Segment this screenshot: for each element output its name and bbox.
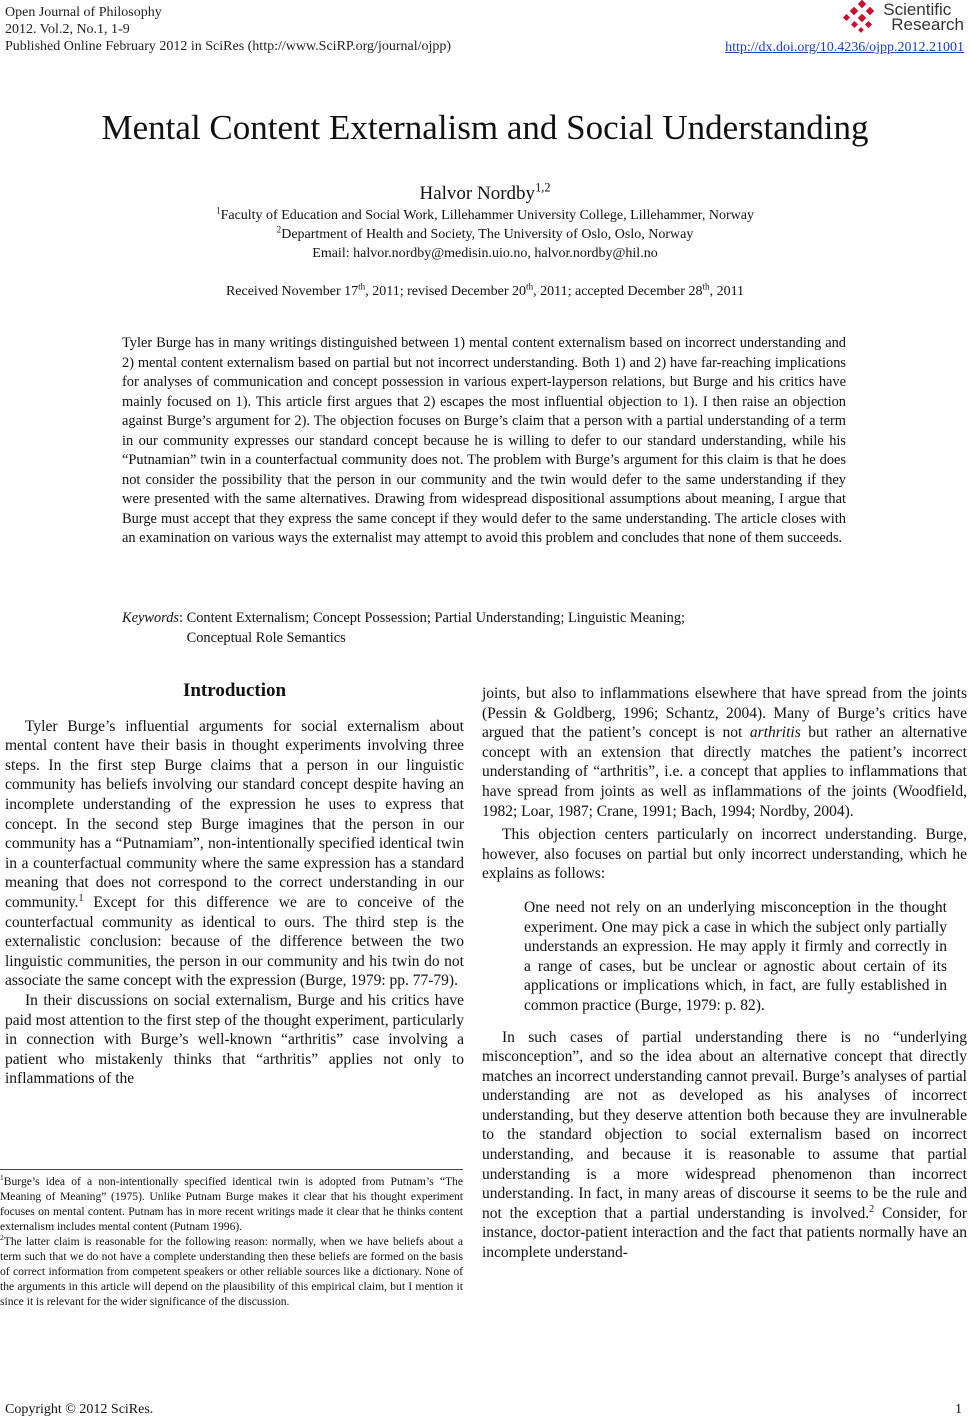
date-suffix: th [358, 281, 366, 292]
paper-title: Mental Content Externalism and Social Understanding [101, 108, 869, 147]
submission-dates [0, 282, 970, 301]
author-affiliation-marks: 1,2 [535, 180, 551, 195]
footnote-1 [0, 1174, 463, 1234]
received-date: Received November 17 [225, 284, 359, 299]
date-suffix: th [702, 281, 710, 292]
logo-wordmark [883, 2, 964, 32]
publication-note: Published Online February 2012 in SciRes (http://www.SciRP.org/journal/ojpp) [5, 39, 452, 54]
keywords-colon: : [179, 610, 187, 626]
accepted-date: , 2011; accepted December 28 [533, 284, 703, 299]
keywords-label: Keywords [122, 610, 180, 626]
copyright: Copyright © 2012 SciRes. [5, 1402, 154, 1417]
date-year: , 2011 [709, 284, 745, 299]
logo-line2: Research [891, 15, 964, 34]
author-email: Email: halvor.nordby@medisin.uio.no, halvor.nordby@hil.no [312, 246, 658, 261]
paragraph-text: but rather an alternative concept with an extension that directly matches the patient’s incorrect understanding of “arthritis”, i.e. a concept that applies to inflammations that have spread from joints as well as inflammations of the joints (Woodfield, 1982; Loar, 1987; Crane, 1991; Bach, 1994; Nordby, 2004). [482, 724, 967, 820]
paragraph-text: Except for this difference we are to conceive of the counterfactual community as identical to ours. The third step is the externalistic conclusion: because of the difference between the two linguistic communities, the person in our community and his twin do not associate the same concept with the expression (Burge, 1979: pp. 77-79). [5, 893, 464, 990]
page-number: 1 [955, 1402, 962, 1417]
paragraph [5, 717, 464, 991]
revised-date: , 2011; revised December 20 [365, 284, 527, 299]
affiliation-1-text: Faculty of Education and Social Work, Lillehammer University College, Lillehammer, Norway [220, 208, 754, 223]
footnote-1-mark: 1 [0, 1173, 4, 1183]
doi-link[interactable]: http://dx.doi.org/10.4236/ojpp.2012.21001 [725, 40, 964, 55]
footnote-1-text: Burge’s idea of a non-intentionally specified identical twin is adopted from Putnam’s “The Meaning of Meaning” (1975). Unlike Putnam Burge makes it clear that his thought experiment focuses on mental content. Putnam has in more recent writings made it clear that he thinks content externalism includes mental content (Putnam 1996). [0, 1175, 463, 1233]
footnote-mark-1[interactable]: 1 [78, 892, 84, 904]
paragraph [482, 1028, 967, 1263]
italic-term: arthritis [749, 724, 801, 742]
journal-volume: 2012. Vol.2, No.1, 1-9 [5, 22, 130, 37]
paragraph-text: Tyler Burge’s influential arguments for social externalism about mental content have their basis in thought experiments involving three steps. In the first step Burge claims that a person in our linguistic community has beliefs involving our standard concept despite having an incomplete understanding of the expression he uses to express that concept. In the second step Burge imagines that the person in our community has a “Putnamiam”, non-intentionally specified identical twin in a counterfactual community where the same expression has a standard meaning that does not correspond to the correct understanding in our community. [5, 717, 464, 911]
keywords [122, 609, 846, 648]
affiliation-1 [0, 206, 970, 225]
author-name: Halvor Nordby [419, 183, 536, 204]
affiliation-1-mark: 1 [216, 205, 221, 216]
right-column [482, 684, 967, 1263]
keywords-line-1: Content Externalism; Concept Possession; Partial Understanding; Linguistic Meaning; [186, 610, 686, 626]
scientific-research-logo-icon [843, 0, 879, 34]
journal-header [5, 4, 451, 55]
footnote-2-text: The latter claim is reasonable for the following reason: normally, when we have beliefs about a term such that we do not have a complete understanding then these beliefs are formed on the basis of correct information from competent speakers or other reliable sources like a dictionary. None of the arguments in this article will depend on the plausibility of this empirical claim, but I mention it since it is relevant for the wider significance of the discussion. [0, 1235, 463, 1308]
left-column [5, 681, 464, 1089]
footnote-mark-2[interactable]: 2 [869, 1203, 875, 1215]
affiliation-2-text: Department of Health and Society, The University of Oslo, Oslo, Norway [281, 227, 694, 242]
journal-name: Open Journal of Philosophy [5, 5, 162, 20]
affiliation-2 [0, 225, 970, 244]
paragraph-text: joints, but also to inflammations elsewhere that have spread from the joints (Pessin & Goldberg, 1996; Schantz, 2004). Many of Burge’s critics have argued that the patient’s concept is not [482, 685, 967, 742]
paragraph-text: Consider, for instance, doctor-patient interaction and the fact that patients normally have an incomplete understand- [482, 1204, 968, 1262]
paragraph [482, 684, 967, 821]
paragraph-text: In such cases of partial understanding there is no “underlying misconception”, and so the idea about an alternative concept that directly matches an incorrect understanding cannot prevail. Burge’s analyses of partial understanding are not as developed as his analyses of incorrect understanding, but they deserve attention both because they are invulnerable to the standard objection to social externalism based on incorrect understanding, and because it is reasonable to assume that partial understanding is a more widespread phenomenon than incorrect understanding. In fact, in many areas of discourse it seems to be the rule and not the exception that a partial understanding is involved. [482, 1028, 967, 1222]
author-line [0, 180, 970, 205]
block-quote: One need not rely on an underlying misconception in the thought experiment. One may pick a case in which the subject only partially understands an expression. He may apply it firmly and correctly in a range of cases, but be unclear or agnostic about certain of its applications or implications which, in fact, are fully established in common practice (Burge, 1979: p. 82). [524, 898, 947, 1014]
footnote-divider [0, 1169, 463, 1170]
logo-line1: Scientific [883, 0, 952, 19]
abstract: Tyler Burge has in many writings distinguished between 1) mental content externalism based on incorrect understanding and 2) mental content externalism based on partial but not incorrect understanding. Both 1) and 2) have far-reaching implications for analyses of communication and concept possession in various expert-layperson relations, but Burge and his critics have mainly focused on 1). This article first argues that 2) escapes the most influential objection to 1). I then raise an objection against Burge’s argument for 2). The objection focuses on Burge’s claim that a person with a partial understanding of a term in our community expresses our standard concept because he is willing to defer to our standard understanding, while his “Putnamian” twin in a counterfactual community does not. The problem with Burge’s argument for this claim is that he does not consider the possibility that the person in our community and the twin would defer to the same understanding if they were presented with the same alternatives. Drawing from widespread dispositional assumptions about meaning, I argue that Burge must accept that they express the same concept if they would defer to the same understanding. The article closes with an examination on various ways the externalist may attempt to avoid this problem and concludes that none of them succeeds. [122, 335, 846, 546]
paragraph: In their discussions on social externalism, Burge and his critics have paid most attention to the first step of the thought experiment, particularly in connection with Burge’s well-known “arthritis” case involving a patient who mistakenly thinks that “arthritis” applies not only to inflammations of the [5, 991, 464, 1088]
footnote-2-mark: 2 [0, 1233, 4, 1243]
section-heading-introduction: Introduction [182, 680, 287, 701]
publisher-logo [843, 0, 964, 34]
affiliation-2-mark: 2 [276, 224, 282, 235]
footnote-2 [0, 1234, 463, 1309]
keywords-line-2: Conceptual Role Semantics [186, 629, 346, 646]
footnotes [0, 1169, 463, 1309]
paragraph: This objection centers particularly on incorrect understanding. Burge, however, also focuses on partial but only incorrect understanding, which he explains as follows: [482, 826, 967, 883]
date-suffix: th [526, 281, 534, 292]
